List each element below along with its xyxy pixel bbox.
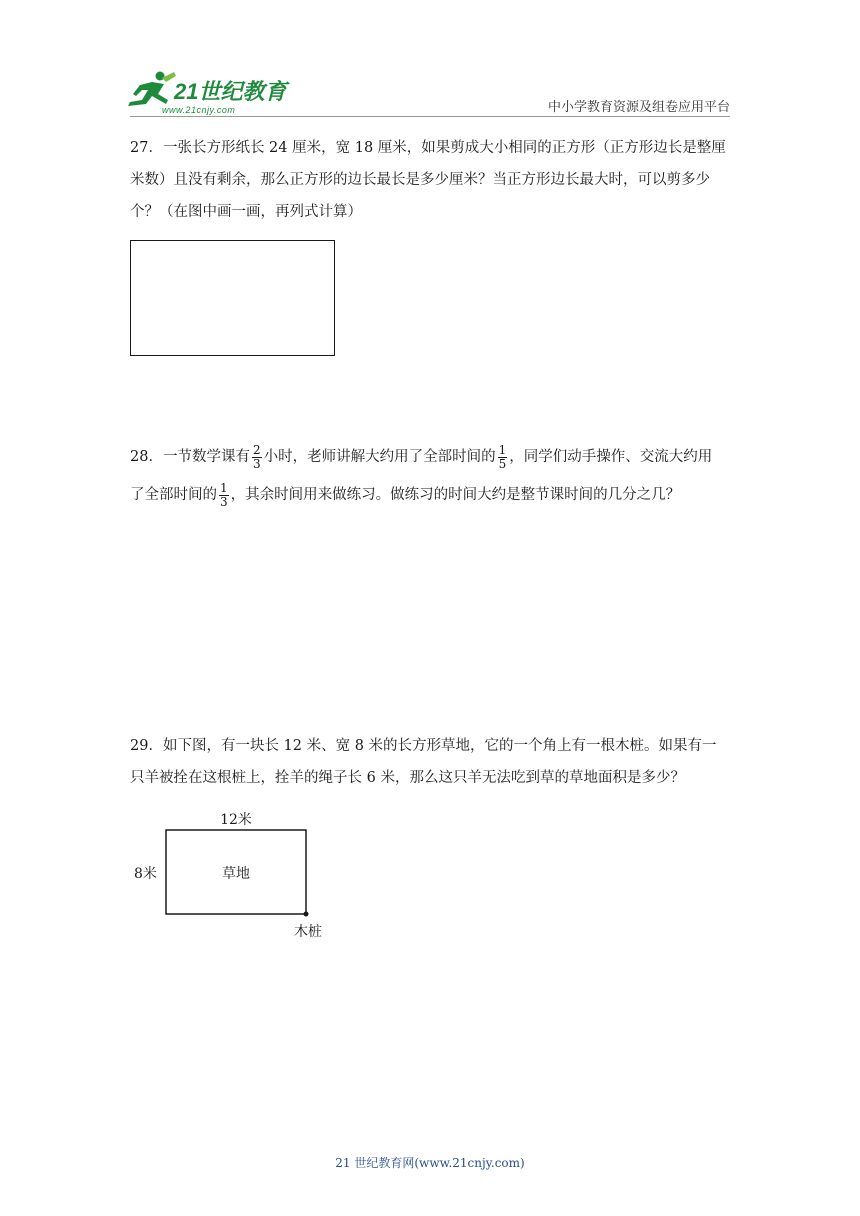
fraction-one-fifth	[498, 444, 508, 471]
question-28-mid-2: ，同学们动手操作、交流大约用	[509, 449, 713, 465]
fraction-two-thirds	[252, 444, 262, 471]
question-29-line-1: 29．如下图，有一块长 12 米、宽 8 米的长方形草地，它的一个角上有一根木桩。如果有一	[130, 738, 717, 754]
grass-label: 草地	[222, 866, 250, 882]
fraction-numerator: 1	[220, 480, 228, 495]
question-27	[130, 132, 730, 228]
stake-point	[304, 912, 309, 917]
logo-url: www.21cnjy.com	[162, 105, 236, 115]
logo-title: 21世纪教育	[174, 79, 287, 104]
fraction-denominator: 3	[220, 494, 228, 509]
question-29	[130, 730, 730, 794]
page-footer: 21 世纪教育网(www.21cnjy.com)	[335, 1156, 525, 1170]
question-28-line-2-prefix: 了全部时间的	[130, 487, 217, 503]
question-28	[130, 438, 730, 514]
question-27-line-1: 27．一张长方形纸长 24 厘米，宽 18 厘米，如果剪成大小相同的正方形（正方形边长是整厘	[130, 140, 726, 156]
paper-rectangle-figure	[130, 240, 335, 356]
grass-field-diagram	[130, 806, 350, 946]
question-29-line-2: 只羊被拴在这根桩上，拴羊的绳子长 6 米，那么这只羊无法吃到草的草地面积是多少？	[130, 770, 685, 786]
fraction-denominator: 5	[498, 456, 507, 471]
fraction-numerator: 1	[498, 442, 507, 457]
runner-icon	[128, 72, 176, 107]
fraction-numerator: 2	[252, 442, 261, 457]
question-28-prefix: 28．一节数学课有	[130, 449, 250, 465]
header-tagline: 中小学教育资源及组卷应用平台	[547, 100, 730, 115]
question-28-line-2-suffix: ，其余时间用来做练习。做练习的时间大约是整节课时间的几分之几？	[230, 487, 681, 503]
header-divider	[130, 116, 730, 117]
stake-label: 木桩	[294, 924, 322, 940]
width-label: 8米	[134, 866, 157, 882]
question-27-line-2: 米数）且没有剩余，那么正方形的边长最长是多少厘米？当正方形边长最大时，可以剪多少	[130, 172, 710, 188]
question-28-mid-1: 小时，老师讲解大约用了全部时间的	[263, 449, 496, 465]
fraction-one-third	[219, 482, 229, 509]
question-28-line-2	[130, 476, 730, 514]
site-logo	[122, 68, 292, 116]
question-28-line-1	[130, 438, 730, 476]
question-27-line-3: 个？（在图中画一画，再列式计算）	[130, 204, 362, 220]
length-label: 12米	[220, 812, 252, 828]
fraction-denominator: 3	[252, 456, 261, 471]
